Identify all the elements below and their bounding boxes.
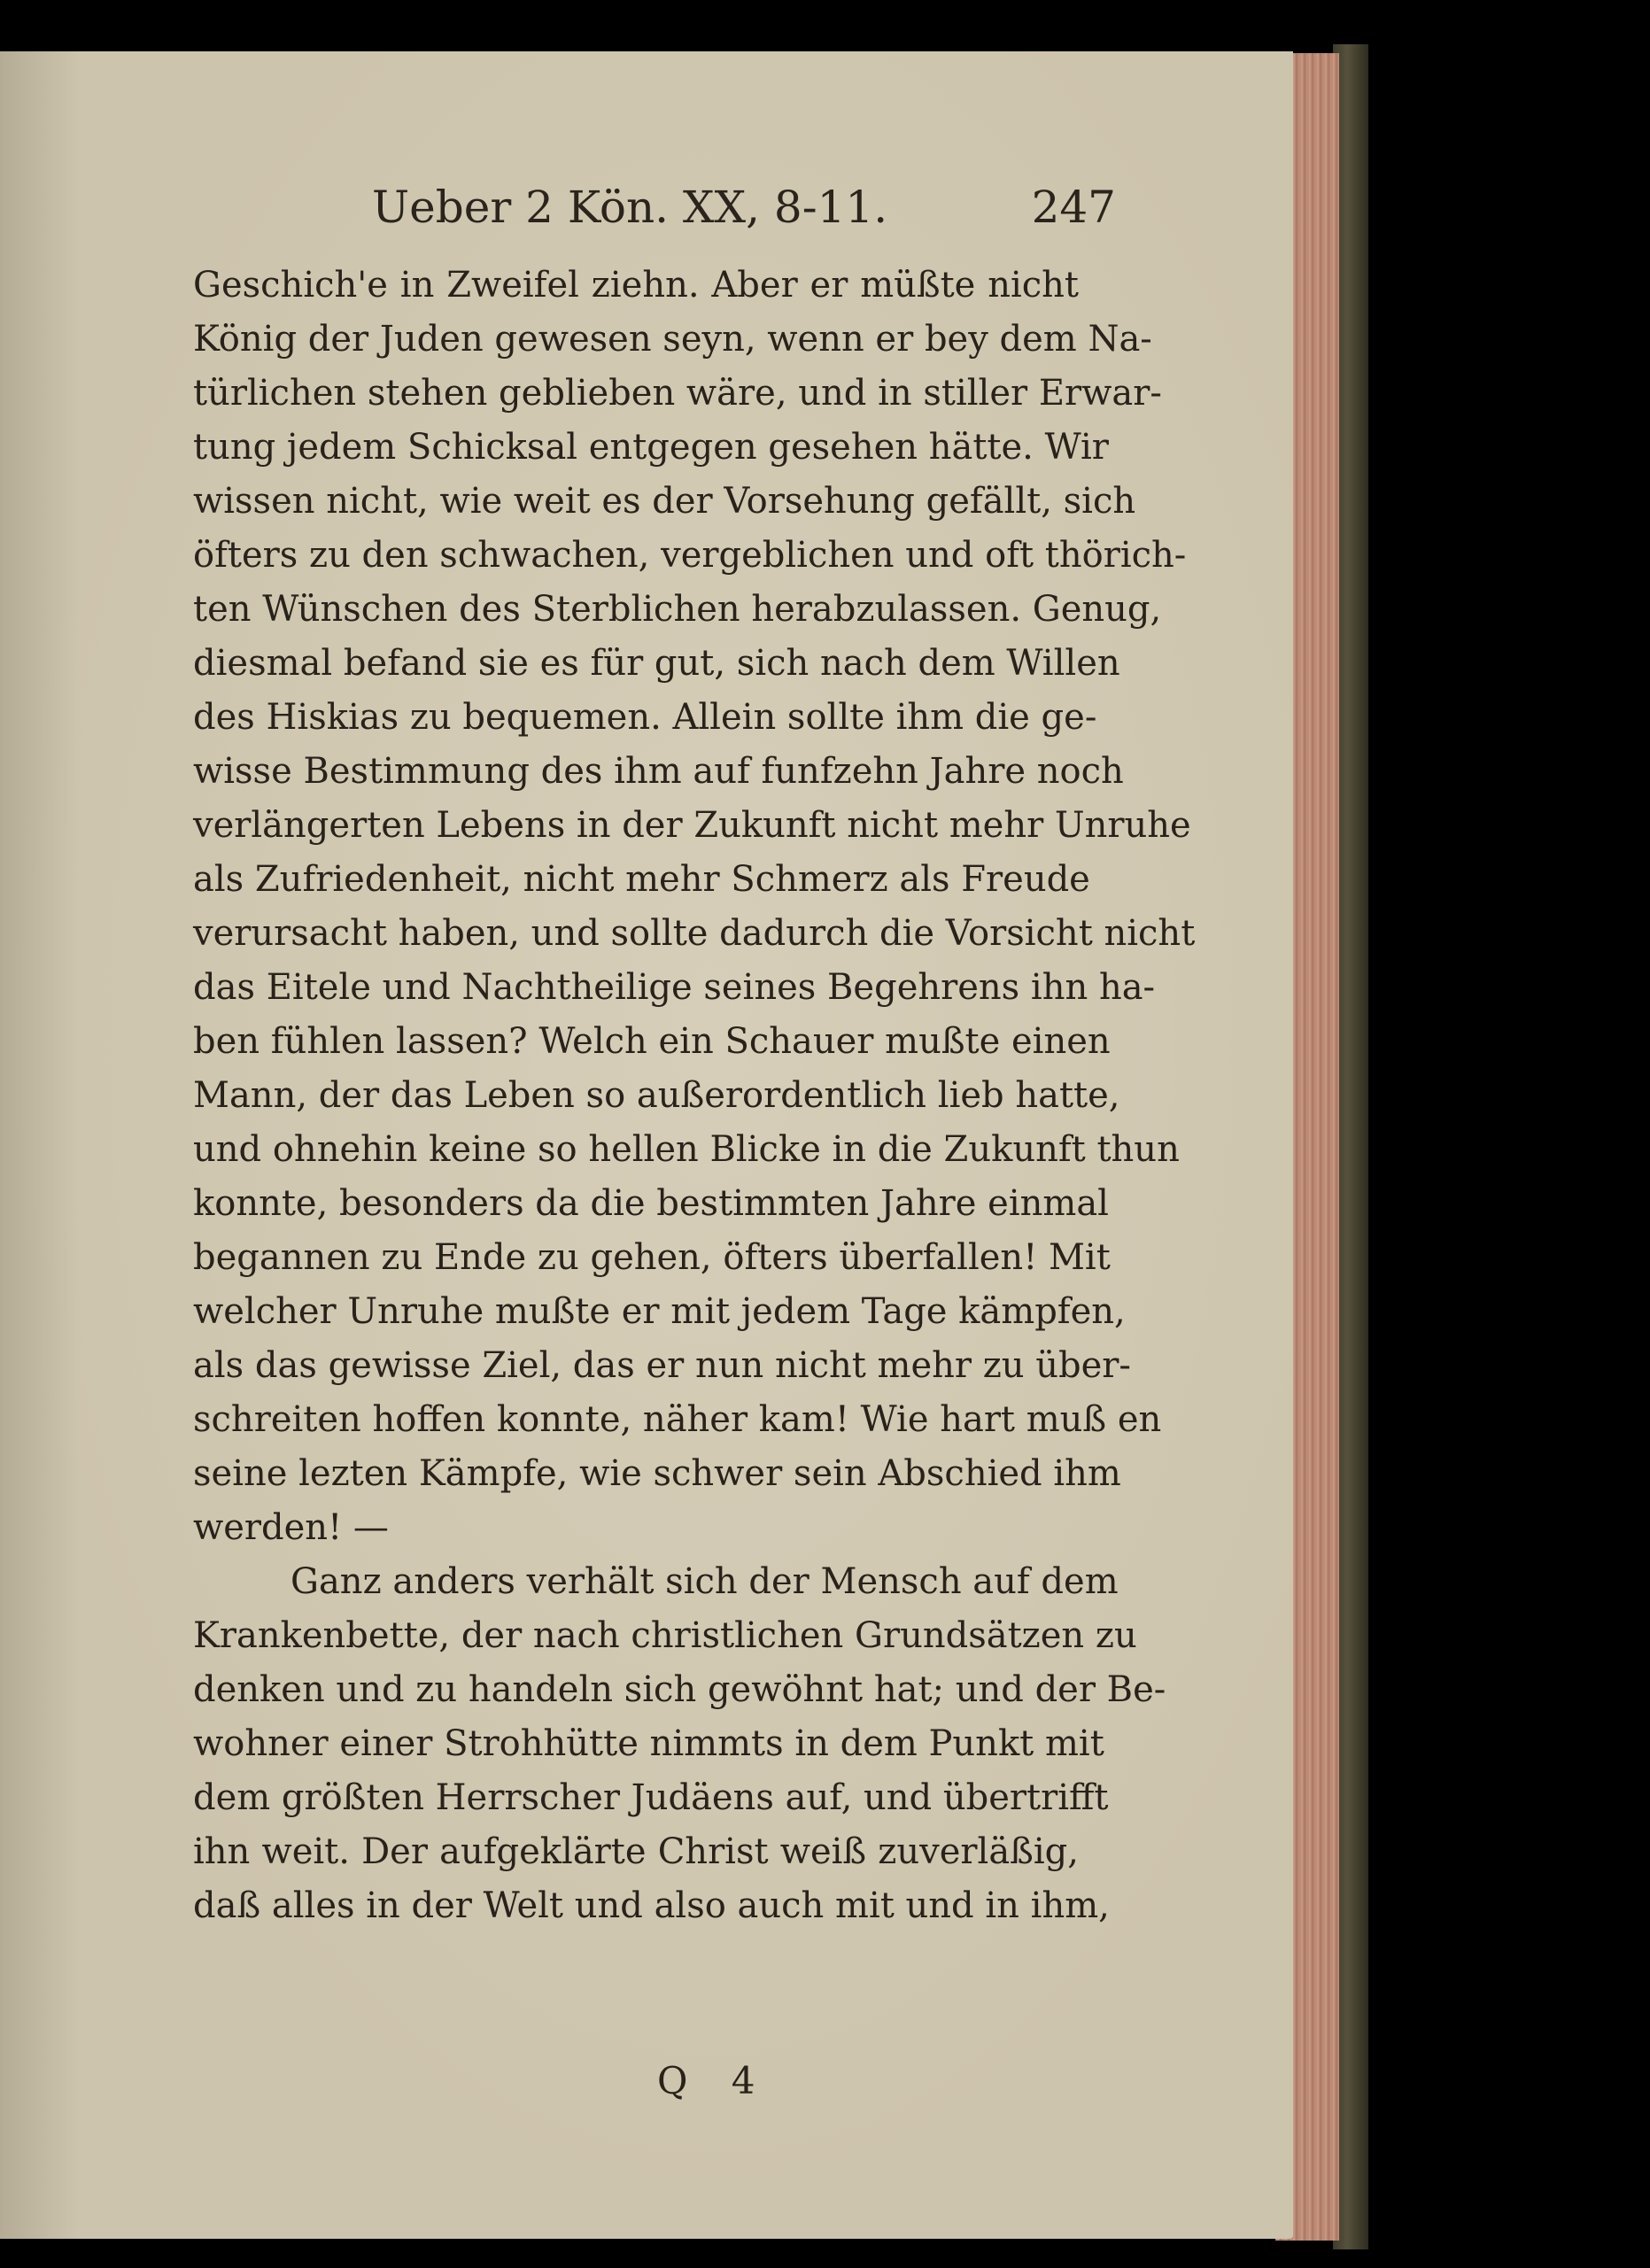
text-line: schreiten hoffen konnte, näher kam! Wie hart muß en	[193, 1399, 1162, 1440]
text-line: und ohnehin keine so hellen Blicke in die Zukunft thun	[193, 1129, 1180, 1170]
text-line: als Zufriedenheit, nicht mehr Schmerz als Freude	[193, 859, 1090, 900]
text-line: wisse Bestimmung des ihm auf funfzehn Jahre noch	[193, 751, 1124, 792]
body-text	[193, 259, 1196, 1933]
running-title: Ueber 2 Kön. XX, 8-11.	[372, 182, 888, 233]
text-line: konnte, besonders da die bestimmten Jahre einmal	[193, 1183, 1109, 1224]
text-line: dem größten Herrscher Judäens auf, und übertrifft	[193, 1777, 1109, 1818]
signature-mark: Q 4	[657, 2059, 771, 2102]
page-header	[372, 182, 1116, 244]
text-line: seine lezten Kämpfe, wie schwer sein Abschied ihm	[193, 1453, 1121, 1494]
text-line: ben fühlen lassen? Welch ein Schauer mußte einen	[193, 1021, 1111, 1062]
text-line: des Hiskias zu bequemen. Allein sollte ihm die ge-	[193, 697, 1097, 738]
text-line: Geschich'e in Zweifel ziehn. Aber er müßte nicht	[193, 265, 1079, 306]
text-line: welcher Unruhe mußte er mit jedem Tage kämpfen,	[193, 1291, 1126, 1332]
text-line: türlichen stehen geblieben wäre, und in stiller Erwar-	[193, 373, 1162, 414]
text-line: tung jedem Schicksal entgegen gesehen hätte. Wir	[193, 427, 1109, 468]
text-line: verlängerten Lebens in der Zukunft nicht mehr Unruhe	[193, 805, 1191, 846]
text-line: denken und zu handeln sich gewöhnt hat; und der Be-	[193, 1669, 1166, 1710]
text-line: Ganz anders verhält sich der Mensch auf dem	[290, 1561, 1119, 1602]
text-line: verursacht haben, und sollte dadurch die Vorsicht nicht	[193, 913, 1196, 954]
text-line: ten Wünschen des Sterblichen herabzulassen. Genug,	[193, 589, 1162, 630]
page-number: 247	[1031, 182, 1116, 233]
text-line: das Eitele und Nachtheilige seines Begehrens ihn ha-	[193, 967, 1156, 1008]
text-line: begannen zu Ende zu gehen, öfters überfallen! Mit	[193, 1237, 1111, 1278]
text-line: Krankenbette, der nach christlichen Grundsätzen zu	[193, 1615, 1137, 1656]
text-line: öfters zu den schwachen, vergeblichen und oft thörich-	[193, 535, 1187, 576]
text-line: als das gewisse Ziel, das er nun nicht mehr zu über-	[193, 1345, 1131, 1386]
text-line: werden! —	[193, 1507, 389, 1548]
text-line: diesmal befand sie es für gut, sich nach dem Willen	[193, 643, 1120, 684]
text-line: ihn weit. Der aufgeklärte Christ weiß zuverläßig,	[193, 1831, 1079, 1872]
text-line: Mann, der das Leben so außerordentlich lieb hatte,	[193, 1075, 1120, 1116]
text-line: wohner einer Strohhütte nimmts in dem Punkt mit	[193, 1723, 1104, 1764]
text-line: König der Juden gewesen seyn, wenn er bey dem Na-	[193, 319, 1152, 360]
text-line: daß alles in der Welt und also auch mit und in ihm,	[193, 1885, 1110, 1926]
text-line: wissen nicht, wie weit es der Vorsehung gefällt, sich	[193, 481, 1136, 522]
